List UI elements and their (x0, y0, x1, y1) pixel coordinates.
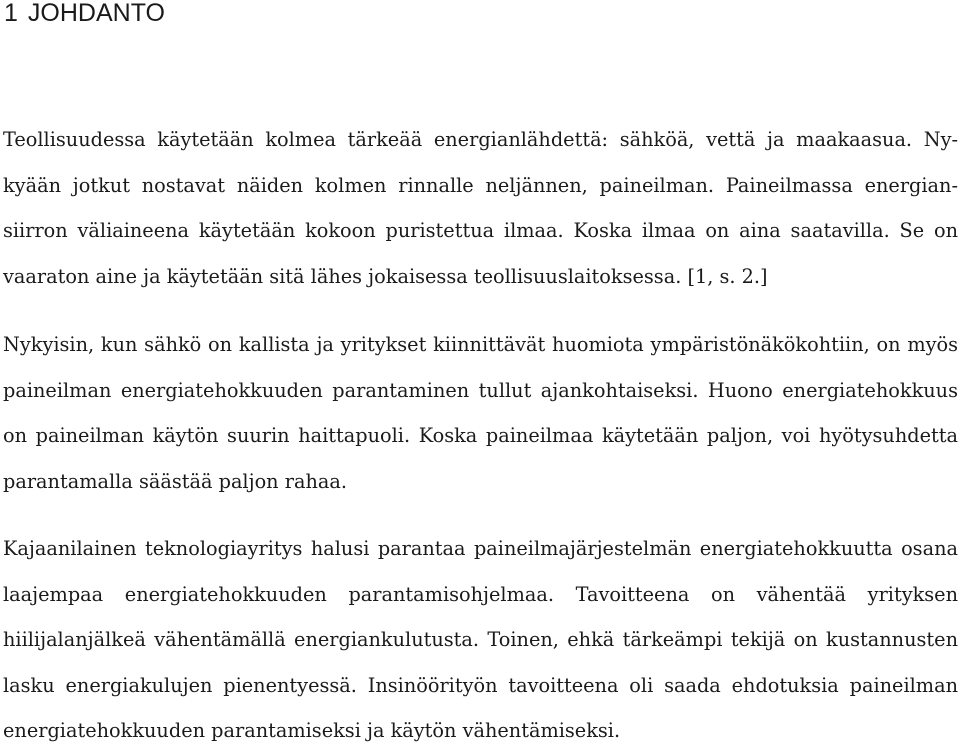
paragraph-intro: Teollisuudessa käytetään kolmea tärkeää energianlähdettä: sähköä, vettä ja maakaasua. Nykyään jotkut nostavat näiden kolmen rinnalle neljännen, paineilman. Paineilmassa energiansiirron väliaineena käytetään kokoon puristettua ilmaa. Koska ilmaa on aina saatavilla. Se on vaaraton aine ja käytetään sitä lähes jokaisessa teollisuuslaitoksessa. [1, s. 2.] (3, 128, 958, 288)
chapter-title: JOHDANTO (27, 0, 165, 27)
chapter-heading (4, 0, 165, 26)
paragraph-energy-efficiency: Nykyisin, kun sähkö on kallista ja yritykset kiinnittävät huomiota ympäristönäkökohtiin, on myös paineilman energiatehokkuuden parantaminen tullut ajankohtaiseksi. Huono energiatehokkuus on paineilman käytön suurin haittapuoli. Koska paineilmaa käytetään paljon, voi hyötysuhdetta parantamalla säästää paljon rahaa. (3, 333, 958, 493)
chapter-number: 1 (4, 0, 18, 27)
paragraph-project-goal: Kajaanilainen teknologiayritys halusi parantaa paineilmajärjestelmän energiatehokkuutta osana laajempaa energiatehokkuuden parantamisohjelmaa. Tavoitteena on vähentää yrityksen hiilijalanjälkeä vähentämällä energiankulutusta. Toinen, ehkä tärkeämpi tekijä on kustannusten lasku energiakulujen pienentyessä. Insinöörityön tavoitteena oli saada ehdotuksia paineilman energiatehokkuuden parantamiseksi ja käytön vähentämiseksi. (3, 537, 958, 742)
